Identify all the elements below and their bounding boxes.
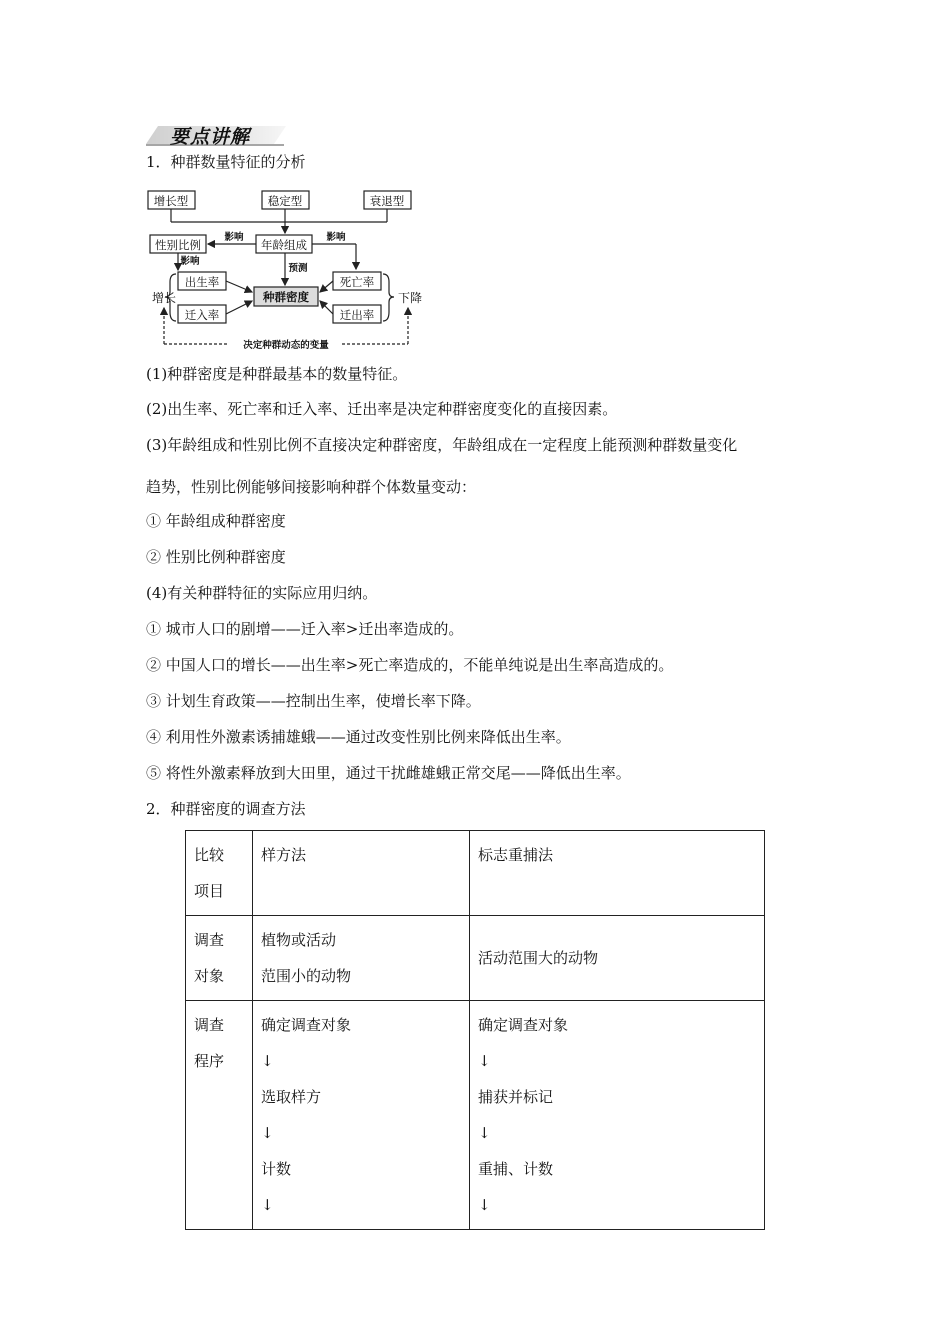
label-siwang: 死亡率 [339,275,375,289]
label-yingxiang-1: 影响 [224,232,244,243]
label-chusheng: 出生率 [184,275,220,289]
section-banner: 要点讲解 [170,126,251,148]
paragraph: ① 城市人口的剧增——迁入率>迁出率造成的。 [146,620,464,638]
table-cell [186,916,253,1001]
label-xiajiang: 下降 [397,291,423,305]
table-cell [253,1001,470,1230]
table-row [186,916,765,1001]
table-cell [470,916,765,1001]
cell-text: 样方法 [261,846,307,864]
procedure-step: 捕获并标记 [478,1088,554,1106]
paragraph: ⑤ 将性外激素释放到大田里，通过干扰雌雄蛾正常交尾——降低出生率。 [146,764,631,782]
down-arrow-icon: ↓ [478,1196,491,1214]
cell-text: 植物或活动 [261,931,337,949]
paragraph: ④ 利用性外激素诱捕雄蛾——通过改变性别比例来降低出生率。 [146,728,571,746]
cell-text: 标志重捕法 [478,846,554,864]
down-arrow-icon: ↓ [478,1124,491,1142]
table-cell [186,831,253,916]
procedure-step: 选取样方 [261,1088,322,1106]
cell-text: 调查 [194,1016,225,1034]
table-row [186,831,765,916]
cell-text: 对象 [194,967,225,985]
label-yuce: 预测 [288,263,308,274]
paragraph: 趋势，性别比例能够间接影响种群个体数量变动： [146,478,477,496]
paragraph: (2)出生率、死亡率和迁入率、迁出率是决定种群密度变化的直接因素。 [146,400,618,418]
table-cell [253,831,470,916]
heading-2: 2．种群密度的调查方法 [146,800,306,818]
down-arrow-icon: ↓ [261,1196,274,1214]
paragraph: ② 中国人口的增长——出生率>死亡率造成的，不能单纯说是出生率高造成的。 [146,656,674,674]
procedure-step: 重捕、计数 [478,1160,554,1178]
paragraph: ① 年龄组成种群密度 [146,512,286,530]
label-zengzhangxing: 增长型 [153,194,189,208]
label-yingxiang-3: 影响 [180,256,200,267]
down-arrow-icon: ↓ [261,1124,274,1142]
survey-method-table [185,830,765,1230]
label-qianchu: 迁出率 [339,308,375,322]
label-qianru: 迁入率 [184,308,220,322]
label-xingbie: 性别比例 [155,238,201,252]
paragraph: ② 性别比例种群密度 [146,548,286,566]
label-zengzhang: 增长 [151,291,177,305]
label-nianling: 年龄组成 [261,238,307,252]
label-yingxiang-2: 影响 [326,232,346,243]
paragraph: (3)年龄组成和性别比例不直接决定种群密度，年龄组成在一定程度上能预测种群数量变化 [146,436,738,454]
label-bianliang: 决定种群动态的变量 [243,340,329,350]
cell-text: 活动范围大的动物 [478,949,599,967]
procedure-step: 确定调查对象 [261,1016,352,1034]
table-cell [186,1001,253,1230]
cell-text: 范围小的动物 [261,967,352,985]
paragraph: (1)种群密度是种群最基本的数量特征。 [146,365,408,383]
label-shuituixing: 衰退型 [369,194,405,208]
table-cell [470,831,765,916]
down-arrow-icon: ↓ [478,1052,491,1070]
procedure-step: 确定调查对象 [478,1016,569,1034]
cell-text: 比较 [194,846,225,864]
table-cell [470,1001,765,1230]
cell-text: 程序 [194,1052,225,1070]
label-midu: 种群密度 [263,290,309,304]
procedure-step: 计数 [261,1160,292,1178]
table-row [186,1001,765,1230]
cell-text: 调查 [194,931,225,949]
paragraph: ③ 计划生育政策——控制出生率，使增长率下降。 [146,692,481,710]
down-arrow-icon: ↓ [261,1052,274,1070]
population-feature-diagram [146,186,426,350]
paragraph: (4)有关种群特征的实际应用归纳。 [146,584,378,602]
label-wendingxing: 稳定型 [267,194,303,208]
table-cell [253,916,470,1001]
heading-1: 1．种群数量特征的分析 [146,153,306,171]
cell-text: 项目 [194,882,225,900]
